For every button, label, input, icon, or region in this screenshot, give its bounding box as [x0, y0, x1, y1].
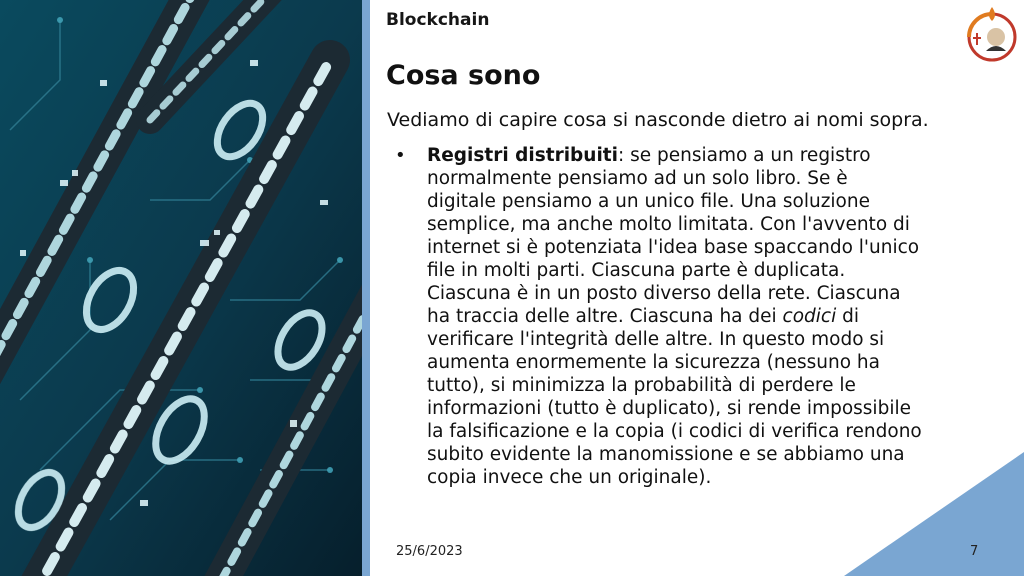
bullet-line-8: [427, 305, 987, 328]
bullet-line-15: copia invece che un originale).: [427, 467, 712, 488]
bullet-line-8-end: di: [836, 306, 859, 327]
bullet-line-1: se pensiamo a un registro: [624, 145, 871, 166]
bullet-line-13: la falsificazione e la copia (i codici di verifica rendono: [427, 421, 922, 442]
blockchain-chain-image: [0, 0, 362, 576]
list-item: [395, 144, 995, 489]
bullet-line-11: tutto), si minimizza la probabilità di perdere le: [427, 375, 856, 396]
school-crest-logo: [966, 5, 1018, 63]
bullet-line-9: verificare l'integrità delle altre. In questo modo si: [427, 329, 885, 350]
bullet-separator: :: [617, 145, 625, 166]
bullet-line-3: digitale pensiamo a un unico file. Una soluzione: [427, 191, 870, 212]
bullet-dot-icon: •: [395, 145, 406, 166]
accent-bar: [362, 0, 370, 576]
bullet-line-7: Ciascuna è in un posto diverso della rete. Ciascuna: [427, 283, 901, 304]
bullet-line-14: subito evidente la manomissione e se abbiamo una: [427, 444, 905, 465]
section-title: Blockchain: [386, 10, 490, 30]
page-number: 7: [970, 544, 979, 559]
slide-title: Cosa sono: [386, 60, 541, 91]
bullet-list: [395, 144, 995, 489]
bullet-line: [427, 144, 987, 167]
bullet-line-6: file in molti parti. Ciascuna parte è duplicata.: [427, 260, 846, 281]
bullet-term: Registri distribuiti: [427, 145, 618, 166]
bullet-line-10: aumenta enormemente la sicurezza (nessuno ha: [427, 352, 880, 373]
bullet-line-4: semplice, ma anche molto limitata. Con l'avvento di: [427, 214, 910, 235]
bullet-line-8-text: ha traccia delle altre. Ciascuna ha dei: [427, 306, 783, 327]
codici-emphasis: codici: [782, 306, 837, 327]
footer-date: 25/6/2023: [396, 544, 463, 559]
bullet-text: [427, 144, 987, 489]
bullet-line-2: normalmente pensiamo ad un solo libro. Se è: [427, 168, 848, 189]
bullet-line-12: informazioni (tutto è duplicato), si rende impossibile: [427, 398, 911, 419]
bullet-line-5: internet si è potenziata l'idea base spaccando l'unico: [427, 237, 920, 258]
intro-text: Vediamo di capire cosa si nasconde dietro ai nomi sopra.: [387, 109, 929, 131]
